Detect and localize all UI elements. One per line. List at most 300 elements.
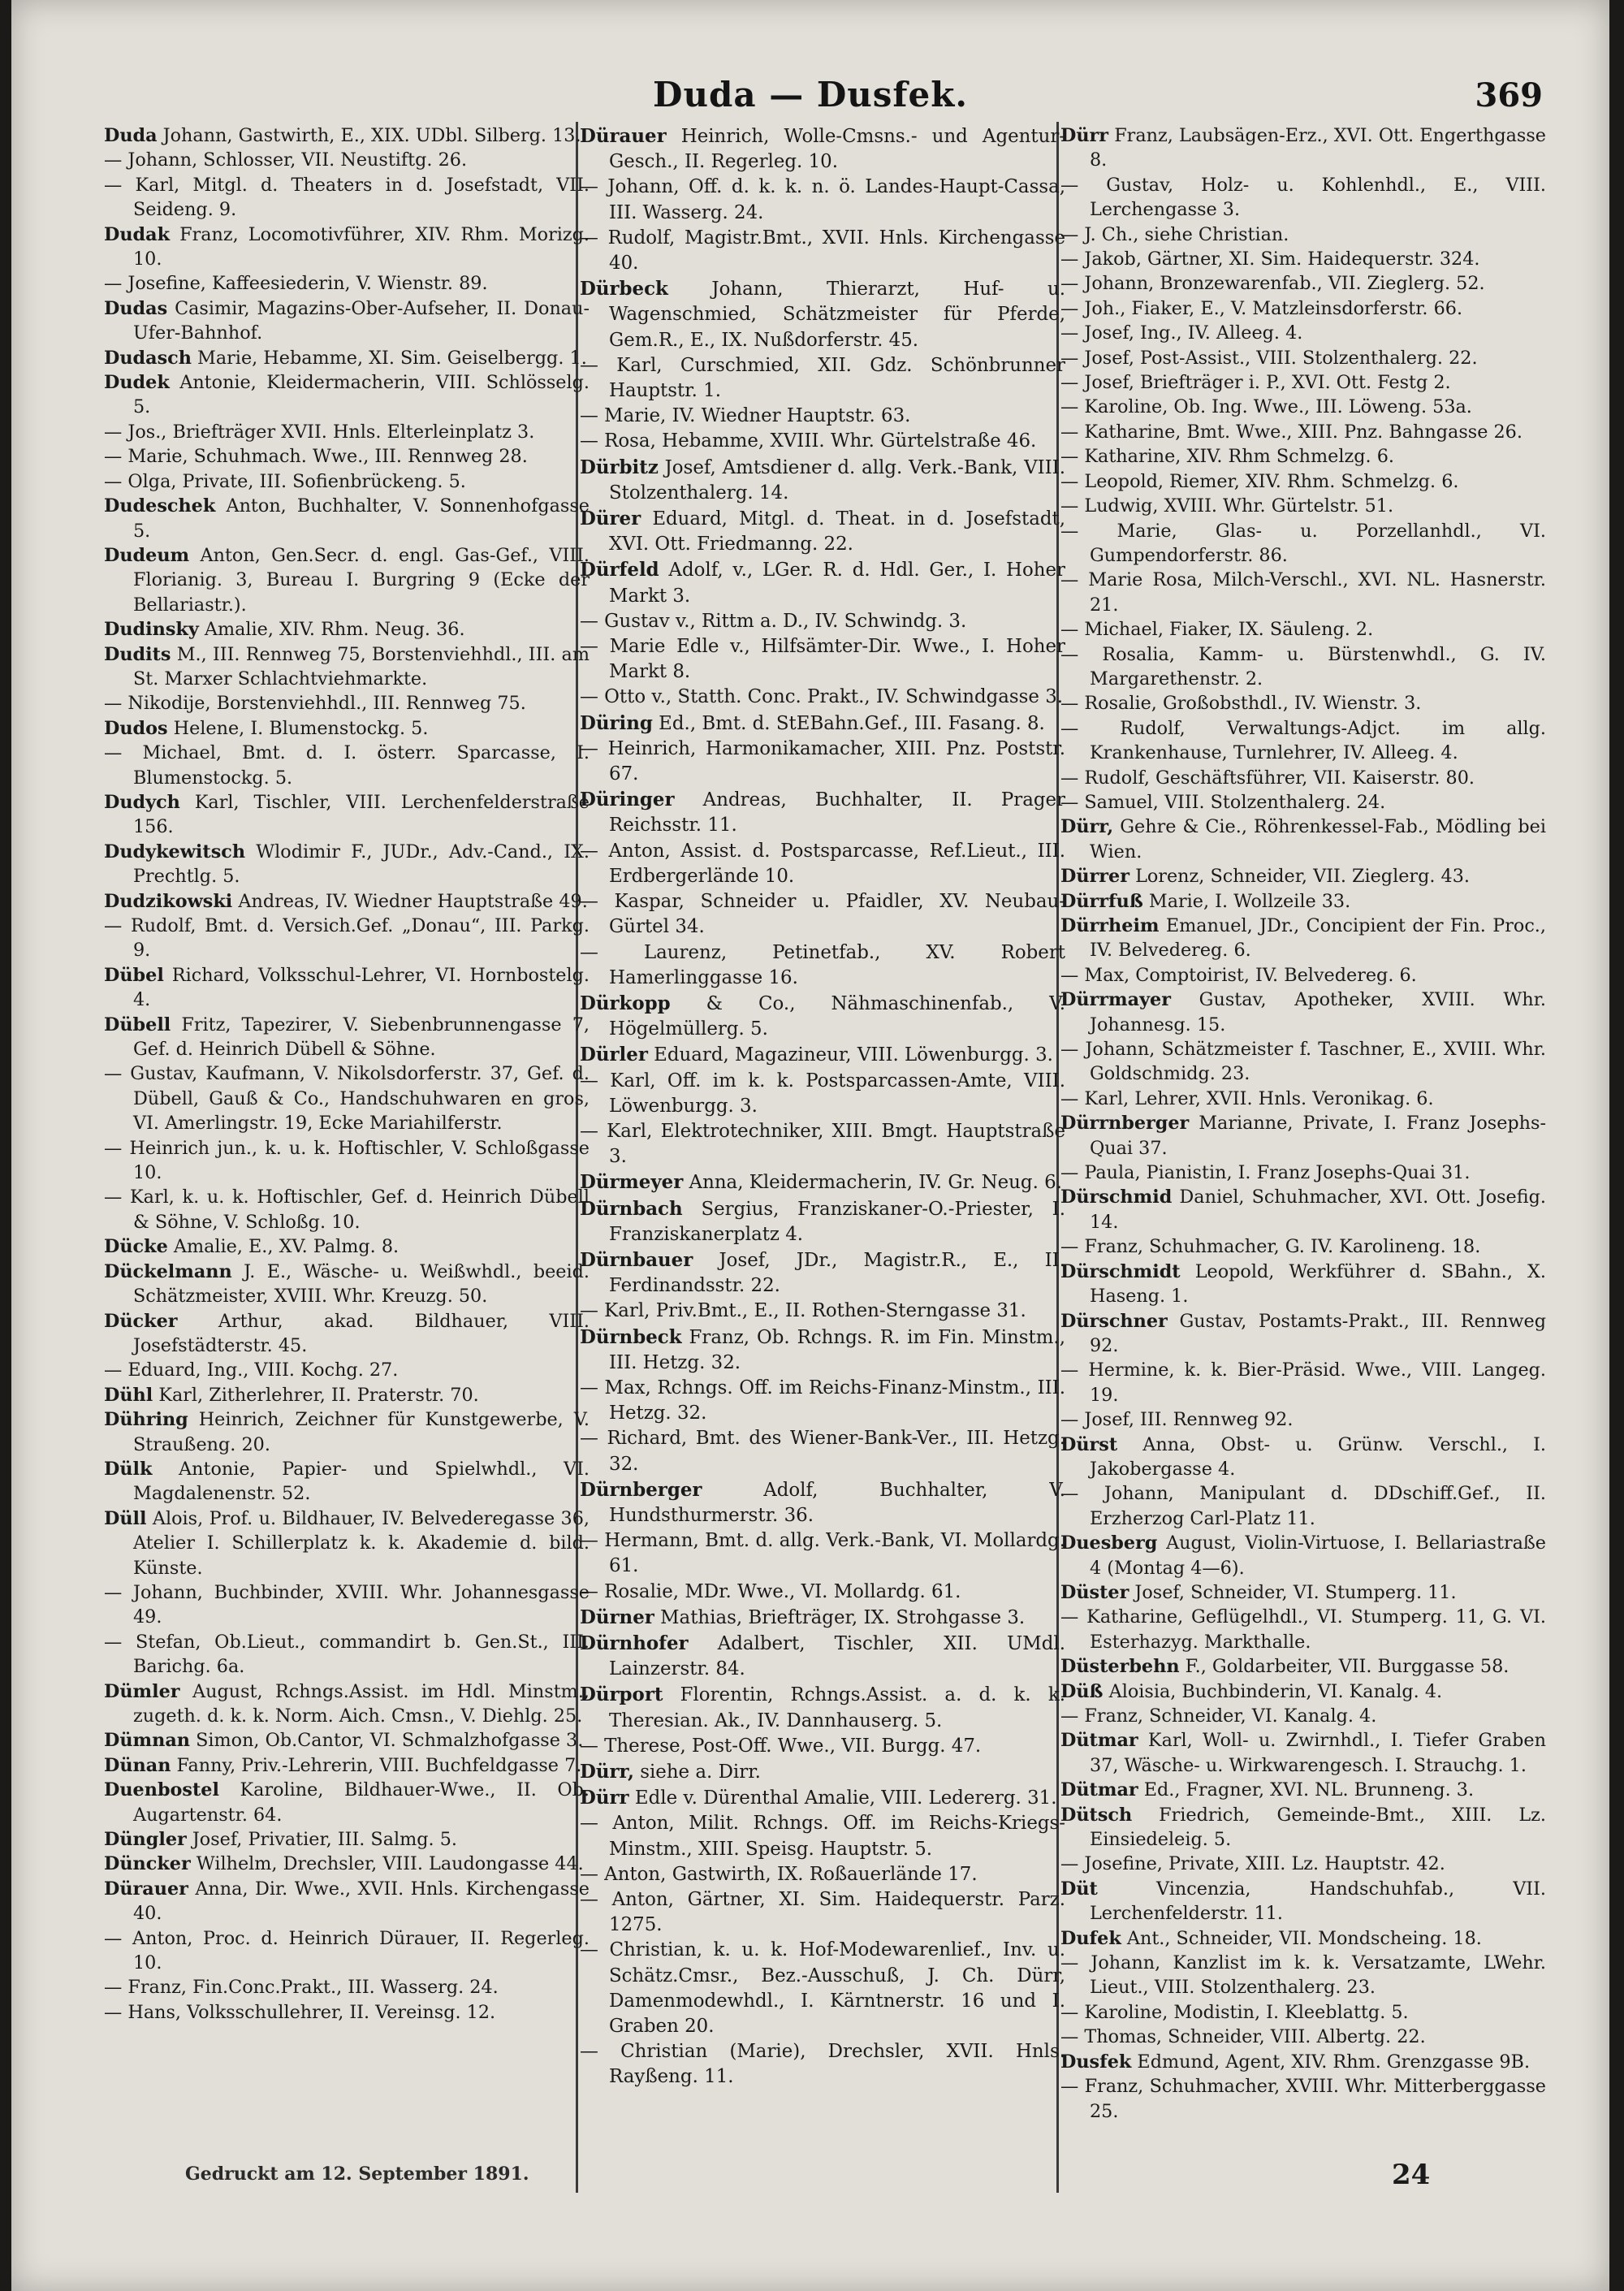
entry-details: — Rosalie, Großobsthdl., IV. Wienstr. 3. xyxy=(1060,693,1422,715)
entry-details: — Eduard, Ing., VIII. Kochg. 27. xyxy=(104,1359,399,1381)
directory-entry xyxy=(1060,1951,1546,2000)
running-title: Duda — Dusfek. xyxy=(653,75,968,115)
entry-details: Fritz, Tapezirer, V. Siebenbrunnengasse 7, Gef. d. Heinrich Dübell & Söhne. xyxy=(133,1014,590,1061)
directory-entry xyxy=(1060,1433,1546,1482)
entry-details: Daniel, Schuhmacher, XVI. Ott. Josefig. 14. xyxy=(1090,1187,1546,1233)
directory-entry xyxy=(580,2039,1065,2090)
entry-surname: Duenbostel xyxy=(104,1779,219,1801)
directory-entry xyxy=(1060,790,1546,815)
entry-surname: Dürauer xyxy=(104,1878,188,1900)
directory-entry xyxy=(1060,2000,1546,2025)
entry-surname: Duesberg xyxy=(1060,1532,1158,1554)
entry-surname: Dübel xyxy=(104,964,164,986)
entry-details: — Karl, Mitgl. d. Theaters in d. Josefstadt, VII. Seideng. 9. xyxy=(104,174,590,221)
directory-entry xyxy=(104,914,590,963)
directory-entry xyxy=(580,429,1065,454)
directory-entry xyxy=(1060,568,1546,617)
directory-entry xyxy=(1060,346,1546,370)
entry-surname: Düll xyxy=(104,1507,147,1529)
directory-entry xyxy=(580,839,1065,889)
directory-entry xyxy=(104,1852,590,1876)
entry-details: — Karl, Priv.Bmt., E., II. Rothen-Sterngasse 31. xyxy=(580,1300,1026,1322)
entry-details: Karl, Zitherlehrer, II. Praterstr. 70. xyxy=(153,1384,479,1406)
entry-surname: Düringer xyxy=(580,789,675,811)
page-footer xyxy=(11,2159,1609,2199)
directory-entry xyxy=(1060,617,1546,642)
entry-details: — Joh., Fiaker, E., V. Matzleinsdorferstr. 66. xyxy=(1060,297,1463,319)
entry-details: Richard, Volksschul-Lehrer, VI. Hornbostelg. 4. xyxy=(133,964,590,1011)
entry-details: — Josef, Briefträger i. P., XVI. Ott. Festg 2. xyxy=(1060,372,1451,394)
directory-entry xyxy=(580,711,1065,737)
directory-entry xyxy=(104,543,590,617)
directory-entry xyxy=(1060,1852,1546,1876)
directory-entry xyxy=(104,1506,590,1580)
entry-details: Simon, Ob.Cantor, VI. Schmalzhofgasse 3. xyxy=(190,1730,584,1752)
entry-surname: Dürnbach xyxy=(580,1197,683,1220)
entry-details: — Hermine, k. k. Bier-Präsid. Wwe., VIII. Langeg. 19. xyxy=(1060,1359,1546,1406)
entry-details: — Franz, Fin.Conc.Prakt., III. Wasserg. 24. xyxy=(104,1977,499,1999)
entry-details: — Leopold, Riemer, XIV. Rhm. Schmelzg. 6. xyxy=(1060,470,1459,492)
directory-entry xyxy=(580,1325,1065,1376)
directory-column-middle xyxy=(580,123,1065,2090)
entry-surname: Dudasch xyxy=(104,347,192,369)
entry-details: — Anton, Gastwirth, IX. Roßauerlände 17. xyxy=(580,1863,978,1885)
directory-entry xyxy=(1060,223,1546,247)
directory-entry xyxy=(580,404,1065,429)
entry-details: — Katharine, Geflügelhdl., VI. Stumperg. 11, G. VI. Esterhazyg. Markthalle. xyxy=(1060,1606,1546,1653)
page-header xyxy=(11,75,1609,123)
entry-details: Casimir, Magazins-Ober-Aufseher, II. Donau-Ufer-Bahnhof. xyxy=(133,297,590,344)
directory-entry xyxy=(580,1785,1065,1811)
directory-entry xyxy=(580,276,1065,353)
directory-entry xyxy=(1060,642,1546,692)
entry-surname: Dückelmann xyxy=(104,1260,232,1282)
directory-entry xyxy=(580,787,1065,838)
entry-details: — Heinrich jun., k. u. k. Hoftischler, V. Schloßgasse 10. xyxy=(104,1137,590,1184)
entry-surname: Dudos xyxy=(104,717,168,739)
directory-entry xyxy=(1060,173,1546,223)
entry-details: — Marie, IV. Wiedner Hauptstr. 63. xyxy=(580,405,911,427)
directory-entry xyxy=(1060,815,1546,864)
entry-surname: Dünan xyxy=(104,1754,171,1776)
entry-details: Eduard, Mitgl. d. Theat. in d. Josefstadt, XVI. Ott. Friedmanng. 22. xyxy=(609,508,1065,555)
entry-surname: Dürkopp xyxy=(580,992,671,1014)
entry-surname: Dürnberger xyxy=(580,1478,702,1501)
entry-details: — Rudolf, Bmt. d. Versich.Gef. „Donau“, III. Parkg. 9. xyxy=(104,915,590,962)
directory-entry xyxy=(104,1827,590,1852)
entry-details: — Rosalia, Kamm- u. Bürstenwhdl., G. IV. Margarethenstr. 2. xyxy=(1060,643,1546,689)
directory-entry xyxy=(104,741,590,790)
directory-entry xyxy=(580,1169,1065,1195)
entry-surname: Düngler xyxy=(104,1829,187,1851)
directory-entry xyxy=(104,1136,590,1186)
directory-entry xyxy=(1060,1778,1546,1802)
directory-entry xyxy=(580,1811,1065,1861)
entry-details: — Karl, Curschmied, XII. Gdz. Schönbrunner Hauptstr. 1. xyxy=(580,354,1065,402)
directory-entry xyxy=(580,1862,1065,1887)
entry-details: — Karl, Off. im k. k. Postsparcassen-Amte, VIII. Löwenburgg. 3. xyxy=(580,1070,1065,1117)
directory-column-right xyxy=(1060,123,1546,2124)
entry-surname: Dütmar xyxy=(1060,1779,1138,1801)
entry-details: — Samuel, VIII. Stolzenthalerg. 24. xyxy=(1060,791,1386,813)
directory-entry xyxy=(580,1376,1065,1426)
directory-entry xyxy=(104,1234,590,1259)
entry-details: — Hans, Volksschullehrer, II. Vereinsg. 12. xyxy=(104,2001,496,2023)
entry-details: Marie, Hebamme, XI. Sim. Geiselbergg. 1. xyxy=(191,347,587,369)
entry-details: — Franz, Schuhmacher, XVIII. Whr. Mitterberggasse 25. xyxy=(1060,2076,1546,2122)
entry-details: Karl, Woll- u. Zwirnhdl., I. Tiefer Graben 37, Wäsche- u. Wirkwarengesch. I. Strauchg. 1. xyxy=(1090,1730,1546,1776)
entry-details: Josef, Schneider, VI. Stumperg. 11. xyxy=(1129,1581,1457,1603)
print-date: Gedruckt am 12. September 1891. xyxy=(185,2163,529,2185)
entry-details: Andreas, IV. Wiedner Hauptstraße 49. xyxy=(232,890,588,912)
entry-details: Wilhelm, Drechsler, VIII. Laudongasse 44. xyxy=(190,1853,584,1875)
entry-details: Josef, JDr., Magistr.R., E., II. Ferdinandsstr. 22. xyxy=(609,1249,1065,1297)
entry-details: Emanuel, JDr., Concipient der Fin. Proc., IV. Belvedereg. 6. xyxy=(1090,915,1546,962)
entry-details: — Katharine, Bmt. Wwe., XIII. Pnz. Bahngasse 26. xyxy=(1060,421,1522,443)
directory-entry xyxy=(580,455,1065,506)
entry-surname: Dürnbauer xyxy=(580,1248,693,1271)
directory-entry xyxy=(1060,1926,1546,1951)
directory-entry xyxy=(104,1260,590,1309)
entry-details: Wlodimir F., JUDr., Adv.-Cand., IX. Prechtlg. 5. xyxy=(133,841,590,888)
entry-surname: Dürr xyxy=(580,1787,629,1809)
directory-entry xyxy=(104,1926,590,1976)
directory-entry xyxy=(104,370,590,420)
directory-entry xyxy=(104,271,590,296)
entry-details: — Gustav, Holz- u. Kohlenhdl., E., VIII. Lerchengasse 3. xyxy=(1060,174,1546,221)
entry-details: — Karl, Elektrotechniker, XIII. Bmgt. Hauptstraße 3. xyxy=(580,1120,1065,1168)
directory-entry xyxy=(104,346,590,370)
directory-entry xyxy=(1060,1704,1546,1728)
directory-entry xyxy=(1060,716,1546,766)
directory-entry xyxy=(104,1457,590,1506)
entry-details: — Johann, Manipulant d. DDschiff.Gef., II. Erzherzog Carl-Platz 11. xyxy=(1060,1483,1546,1529)
directory-entry xyxy=(104,790,590,840)
directory-entry xyxy=(580,1042,1065,1068)
entry-details: — Rudolf, Geschäftsführer, VII. Kaiserstr. 80. xyxy=(1060,767,1475,789)
entry-details: — Anton, Milit. Rchngs. Off. im Reichs-Kriegs-Minstm., XIII. Speisg. Hauptstr. 5. xyxy=(580,1813,1065,1860)
directory-entry xyxy=(580,175,1065,225)
entry-surname: Dürr, xyxy=(580,1761,634,1783)
entry-surname: Dürnbeck xyxy=(580,1325,682,1348)
entry-surname: Dudeum xyxy=(104,544,190,566)
entry-details: — Johann, Buchbinder, XVIII. Whr. Johannesgasse 49. xyxy=(104,1581,590,1628)
directory-entry xyxy=(580,1938,1065,2039)
entry-surname: Dudych xyxy=(104,791,180,813)
entry-surname: Dümnan xyxy=(104,1730,191,1752)
entry-details: — Rosa, Hebamme, XVIII. Whr. Gürtelstraße 46. xyxy=(580,430,1037,452)
entry-surname: Dütmar xyxy=(1060,1730,1138,1752)
entry-surname: Düster xyxy=(1060,1581,1129,1603)
directory-entry xyxy=(104,469,590,494)
entry-details: Aloisia, Buchbinderin, VI. Kanalg. 4. xyxy=(1103,1680,1443,1702)
directory-entry xyxy=(1060,914,1546,963)
entry-details: Florentin, Rchngs.Assist. a. d. k. k. Theresian. Ak., IV. Dannhauserg. 5. xyxy=(609,1684,1065,1731)
entry-surname: Dücke xyxy=(104,1236,168,1258)
entry-details: Helene, I. Blumenstockg. 5. xyxy=(167,717,429,739)
directory-entry xyxy=(104,691,590,715)
entry-surname: Dudinsky xyxy=(104,619,199,641)
directory-entry xyxy=(1060,494,1546,518)
entry-details: Leopold, Werkführer d. SBahn., X. Haseng. 1. xyxy=(1090,1260,1546,1308)
entry-surname: Dürfeld xyxy=(580,559,659,581)
entry-details: Heinrich, Zeichner für Kunstgewerbe, V. Straußeng. 20. xyxy=(133,1409,590,1455)
directory-entry xyxy=(1060,1531,1546,1580)
entry-details: — Marie, Schuhmach. Wwe., III. Rennweg 28. xyxy=(104,446,528,468)
entry-surname: Dürr xyxy=(1060,125,1109,146)
directory-entry xyxy=(104,1630,590,1679)
entry-details: — Marie Edle v., Hilfsämter-Dir. Wwe., I. Hoher Markt 8. xyxy=(580,636,1065,683)
entry-surname: Dudits xyxy=(104,643,171,665)
entry-details: Franz, Ob. Rchngs. R. im Fin. Minstm., III. Hetzg. 32. xyxy=(609,1326,1065,1373)
directory-entry xyxy=(580,1734,1065,1759)
entry-details: — Katharine, XIV. Rhm Schmelzg. 6. xyxy=(1060,446,1394,468)
entry-details: — Franz, Schneider, VI. Kanalg. 4. xyxy=(1060,1705,1377,1727)
directory-entry xyxy=(1060,296,1546,321)
entry-surname: Dürschmidt xyxy=(1060,1260,1181,1282)
entry-details: Eduard, Magazineur, VIII. Löwenburgg. 3. xyxy=(647,1044,1053,1066)
directory-entry xyxy=(580,1247,1065,1299)
entry-surname: Dürmeyer xyxy=(580,1171,684,1194)
entry-surname: Dürr, xyxy=(1060,816,1114,838)
entry-details: Gehre & Cie., Röhrenkessel-Fab., Mödling bei Wien. xyxy=(1090,816,1546,862)
entry-details: Marie, I. Wollzeile 33. xyxy=(1142,890,1351,912)
entry-details: Johann, Thierarzt, Huf- u. Wagenschmied, Schätzmeister für Pferde, Gem.R., E., IX. Nußdorferstr. 45. xyxy=(609,279,1065,351)
entry-details: — Gustav v., Rittm a. D., IV. Schwindg. 3. xyxy=(580,610,967,632)
directory-entry xyxy=(104,1309,590,1359)
entry-details: Ant., Schneider, VII. Mondscheing. 18. xyxy=(1121,1927,1482,1949)
entry-details: — Anton, Gärtner, XI. Sim. Haidequerstr. Parz. 1275. xyxy=(580,1889,1065,1936)
directory-entry xyxy=(104,963,590,1013)
entry-details: — Rudolf, Magistr.Bmt., XVII. Hnls. Kirchengasse 40. xyxy=(580,227,1065,274)
entry-surname: Dürbeck xyxy=(580,278,668,300)
entry-surname: Dürler xyxy=(580,1044,648,1066)
entry-details: Fanny, Priv.-Lehrerin, VIII. Buchfeldgasse 7. xyxy=(171,1754,582,1776)
directory-entry xyxy=(1060,1877,1546,1926)
entry-details: — Josefine, Private, XIII. Lz. Hauptstr. 42. xyxy=(1060,1853,1445,1875)
entry-surname: Düt xyxy=(1060,1878,1098,1900)
entry-surname: Dürst xyxy=(1060,1433,1118,1455)
directory-entry xyxy=(1060,766,1546,790)
entry-details: Karoline, Bildhauer-Wwe., II. Ob. Augartenstr. 64. xyxy=(133,1779,590,1826)
entry-details: — Max, Rchngs. Off. im Reichs-Finanz-Minstm., III. Hetzg. 32. xyxy=(580,1377,1065,1424)
directory-entry xyxy=(1060,1803,1546,1852)
entry-details: — Marie, Glas- u. Porzellanhdl., VI. Gumpendorferstr. 86. xyxy=(1060,520,1546,566)
directory-entry xyxy=(580,1759,1065,1785)
directory-entry xyxy=(1060,963,1546,988)
directory-entry xyxy=(104,1753,590,1778)
entry-surname: Dürauer xyxy=(580,125,667,147)
directory-entry xyxy=(580,1580,1065,1605)
entry-surname: Düß xyxy=(1060,1680,1104,1702)
directory-entry xyxy=(1060,1037,1546,1087)
entry-details: — Olga, Private, III. Sofienbrückeng. 5. xyxy=(104,470,466,492)
directory-entry xyxy=(104,889,590,914)
directory-entry xyxy=(104,2000,590,2025)
entry-surname: Dürrfuß xyxy=(1060,890,1143,912)
directory-entry xyxy=(1060,444,1546,469)
entry-surname: Dürer xyxy=(580,508,641,530)
entry-details: — Johann, Schlosser, VII. Neustiftg. 26. xyxy=(104,149,468,171)
directory-entry xyxy=(580,506,1065,557)
entry-details: Franz, Laubsägen-Erz., XVI. Ott. Engerthgasse 8. xyxy=(1090,125,1546,171)
directory-entry xyxy=(1060,1580,1546,1605)
entry-details: August, Violin-Virtuose, I. Bellariastraße 4 (Montag 4—6). xyxy=(1090,1532,1546,1579)
entry-details: — Max, Comptoirist, IV. Belvedereg. 6. xyxy=(1060,964,1417,986)
entry-surname: Düncker xyxy=(104,1853,191,1875)
entry-details: J. E., Wäsche- u. Weißwhdl., beeid. Schätzmeister, XVIII. Whr. Kreuzg. 50. xyxy=(133,1260,590,1308)
entry-details: Edle v. Dürenthal Amalie, VIII. Ledererg. 31. xyxy=(628,1787,1057,1809)
directory-entry xyxy=(580,353,1065,404)
entry-surname: Dudak xyxy=(104,223,171,245)
directory-entry xyxy=(1060,1087,1546,1111)
directory-entry xyxy=(104,1185,590,1234)
entry-details: — Josefine, Kaffeesiederin, V. Wienstr. 89. xyxy=(104,273,488,295)
directory-entry xyxy=(580,1426,1065,1476)
entry-details: — Johann, Kanzlist im k. k. Versatzamte, LWehr. Lieut., VIII. Stolzenthalerg. 23. xyxy=(1060,1952,1546,1999)
directory-entry xyxy=(104,840,590,889)
page-number: 369 xyxy=(1475,76,1543,115)
entry-details: — Karoline, Ob. Ing. Wwe., III. Löweng. 53a. xyxy=(1060,396,1472,418)
entry-details: Vincenzia, Handschuhfab., VII. Lerchenfelderstr. 11. xyxy=(1090,1878,1546,1925)
directory-entry xyxy=(1060,1260,1546,1309)
entry-details: Lorenz, Schneider, VII. Zieglerg. 43. xyxy=(1129,866,1470,888)
directory-entry xyxy=(1060,469,1546,494)
directory-entry xyxy=(580,1196,1065,1247)
entry-details: — Kaspar, Schneider u. Pfaidler, XV. Neubau-Gürtel 34. xyxy=(580,891,1065,938)
entry-details: — Nikodije, Borstenviehhdl., III. Rennweg 75. xyxy=(104,693,526,715)
entry-details: Ed., Fragner, XVI. NL. Brunneng. 3. xyxy=(1138,1779,1475,1801)
entry-details: — Therese, Post-Off. Wwe., VII. Burgg. 47. xyxy=(580,1735,982,1757)
entry-details: — Heinrich, Harmonikamacher, XIII. Pnz. Poststr. 67. xyxy=(580,737,1065,785)
entry-surname: Dücker xyxy=(104,1310,178,1332)
entry-details: — Richard, Bmt. des Wiener-Bank-Ver., III. Hetzg. 32. xyxy=(580,1428,1065,1475)
directory-entry xyxy=(1060,2074,1546,2124)
entry-surname: Dürnhofer xyxy=(580,1632,689,1654)
entry-details: — Karl, k. u. k. Hoftischler, Gef. d. Heinrich Dübell & Söhne, V. Schloßg. 10. xyxy=(104,1187,590,1233)
entry-details: — Johann, Bronzewarenfab., VII. Zieglerg. 52. xyxy=(1060,273,1485,295)
entry-surname: Dudeschek xyxy=(104,495,216,517)
directory-entry xyxy=(1060,988,1546,1037)
entry-details: — Marie Rosa, Milch-Verschl., XVI. NL. Hasnerstr. 21. xyxy=(1060,569,1546,616)
entry-details: siehe a. Dirr. xyxy=(633,1761,761,1783)
entry-details: — Gustav, Kaufmann, V. Nikolsdorferstr. 37, Gef. d. Dübell, Gauß & Co., Handschuhwaren en gros, VI. Amerlingstr. 19, Ecke Mariahilferstr. xyxy=(104,1063,590,1135)
directory-entry xyxy=(104,444,590,469)
entry-details: M., III. Rennweg 75, Borstenviehhdl., III. am St. Marxer Schlachtviehmarkte. xyxy=(133,643,590,689)
directory-entry xyxy=(104,1383,590,1407)
directory-entry xyxy=(1060,1679,1546,1704)
directory-entry xyxy=(580,991,1065,1042)
entry-details: Marianne, Private, I. Franz Josephs-Quai 37. xyxy=(1090,1113,1546,1159)
entry-details: — Christian (Marie), Drechsler, XVII. Hnls. Rayßeng. 11. xyxy=(580,2041,1065,2088)
directory-entry xyxy=(104,1877,590,1926)
entry-details: — Franz, Schuhmacher, G. IV. Karolineng. 18. xyxy=(1060,1236,1481,1258)
entry-surname: Düring xyxy=(580,711,653,734)
entry-surname: Dürrnberger xyxy=(1060,1113,1190,1135)
entry-details: & Co., Nähmaschinenfab., V. Högelmüllerg. 5. xyxy=(609,992,1065,1040)
directory-entry xyxy=(1060,691,1546,715)
directory-entry xyxy=(1060,519,1546,568)
directory-entry xyxy=(1060,2050,1546,2074)
entry-details: — Ludwig, XVIII. Whr. Gürtelstr. 51. xyxy=(1060,495,1394,517)
entry-surname: Dübell xyxy=(104,1014,171,1035)
entry-surname: Dürschmid xyxy=(1060,1187,1173,1208)
directory-entry xyxy=(1060,2025,1546,2049)
entry-surname: Dudzikowski xyxy=(104,890,233,912)
entry-details: Arthur, akad. Bildhauer, VIII. Josefstädterstr. 45. xyxy=(133,1310,590,1356)
directory-entry xyxy=(1060,1111,1546,1161)
entry-details: — Christian, k. u. k. Hof-Modewarenlief., Inv. u. Schätz.Cmsr., Bez.-Ausschuß, J. Ch. Dürr, Damenmodewhdl., I. Kärntnerstr. 16 und I. Graben 20. xyxy=(580,1939,1065,2038)
directory-entry xyxy=(1060,395,1546,419)
directory-page xyxy=(11,0,1609,2291)
entry-details: Anna, Kleidermacherin, IV. Gr. Neug. 6. xyxy=(683,1172,1062,1194)
directory-entry xyxy=(1060,123,1546,173)
directory-entry xyxy=(1060,1728,1546,1778)
directory-entry xyxy=(1060,1407,1546,1432)
directory-entry xyxy=(1060,321,1546,345)
entry-details: Adolf, Buchhalter, V. Hundsthurmerstr. 36. xyxy=(609,1479,1065,1526)
entry-details: Anna, Obst- u. Grünw. Verschl., I. Jakobergasse 4. xyxy=(1090,1433,1546,1480)
entry-details: — Jakob, Gärtner, XI. Sim. Haidequerstr. 324. xyxy=(1060,249,1480,270)
entry-details: — Johann, Schätzmeister f. Taschner, E., XVIII. Whr. Goldschmidg. 23. xyxy=(1060,1039,1546,1085)
entry-surname: Dütsch xyxy=(1060,1804,1133,1826)
entry-surname: Dufek xyxy=(1060,1927,1121,1949)
entry-surname: Dudykewitsch xyxy=(104,841,246,862)
directory-entry xyxy=(580,634,1065,685)
directory-entry xyxy=(580,1887,1065,1938)
entry-details: — Paula, Pianistin, I. Franz Josephs-Quai 31. xyxy=(1060,1162,1471,1184)
entry-details: — Josef, III. Rennweg 92. xyxy=(1060,1409,1294,1431)
entry-details: Amalie, E., XV. Palmg. 8. xyxy=(167,1236,400,1258)
directory-entry xyxy=(104,1778,590,1827)
entry-surname: Dürner xyxy=(580,1606,654,1628)
directory-entry xyxy=(580,1682,1065,1733)
entry-surname: Dürrmayer xyxy=(1060,989,1171,1011)
directory-entry xyxy=(1060,1309,1546,1359)
directory-entry xyxy=(1060,420,1546,444)
directory-entry xyxy=(580,609,1065,634)
entry-details: Adolf, v., LGer. R. d. Hdl. Ger., I. Hoher Markt 3. xyxy=(609,560,1065,607)
directory-entry xyxy=(1060,889,1546,914)
directory-entry xyxy=(580,1299,1065,1324)
entry-details: Mathias, Briefträger, IX. Strohgasse 3. xyxy=(654,1606,1026,1628)
entry-details: — Karl, Lehrer, XVII. Hnls. Veronikag. 6. xyxy=(1060,1087,1434,1109)
entry-details: — J. Ch., siehe Christian. xyxy=(1060,223,1289,245)
directory-entry xyxy=(1060,864,1546,888)
directory-entry xyxy=(1060,1358,1546,1407)
entry-surname: Dürschner xyxy=(1060,1310,1168,1332)
entry-surname: Dürrheim xyxy=(1060,915,1160,936)
directory-entry xyxy=(1060,1654,1546,1679)
entry-details: Anna, Dir. Wwe., XVII. Hnls. Kirchengasse 40. xyxy=(133,1878,590,1925)
entry-details: Johann, Gastwirth, E., XIX. UDbl. Silberg. 13. xyxy=(157,125,581,146)
entry-details: Antonie, Kleidermacherin, VIII. Schlösselg. 5. xyxy=(133,372,590,418)
directory-entry xyxy=(104,642,590,692)
directory-entry xyxy=(104,1061,590,1135)
entry-details: Anton, Gen.Secr. d. engl. Gas-Gef., VIII. Florianig. 3, Bureau I. Burgring 9 (Ecke der Bellariastr.). xyxy=(133,544,590,616)
entry-details: Josef, Amtsdiener d. allg. Verk.-Bank, VIII. Stolzenthalerg. 14. xyxy=(609,456,1065,504)
entry-surname: Dühring xyxy=(104,1409,188,1431)
entry-details: Adalbert, Tischler, XII. UMdl. Lainzerstr. 84. xyxy=(609,1632,1065,1680)
entry-surname: Dühl xyxy=(104,1384,153,1406)
entry-details: — Hermann, Bmt. d. allg. Verk.-Bank, VI. Mollardg. 61. xyxy=(580,1530,1065,1577)
entry-details: — Otto v., Statth. Conc. Prakt., IV. Schwindgasse 3. xyxy=(580,686,1064,708)
directory-entry xyxy=(1060,1605,1546,1654)
directory-entry xyxy=(104,223,590,272)
directory-entry xyxy=(104,296,590,346)
directory-entry xyxy=(104,1679,590,1729)
entry-details: Amalie, XIV. Rhm. Neug. 36. xyxy=(198,619,465,641)
